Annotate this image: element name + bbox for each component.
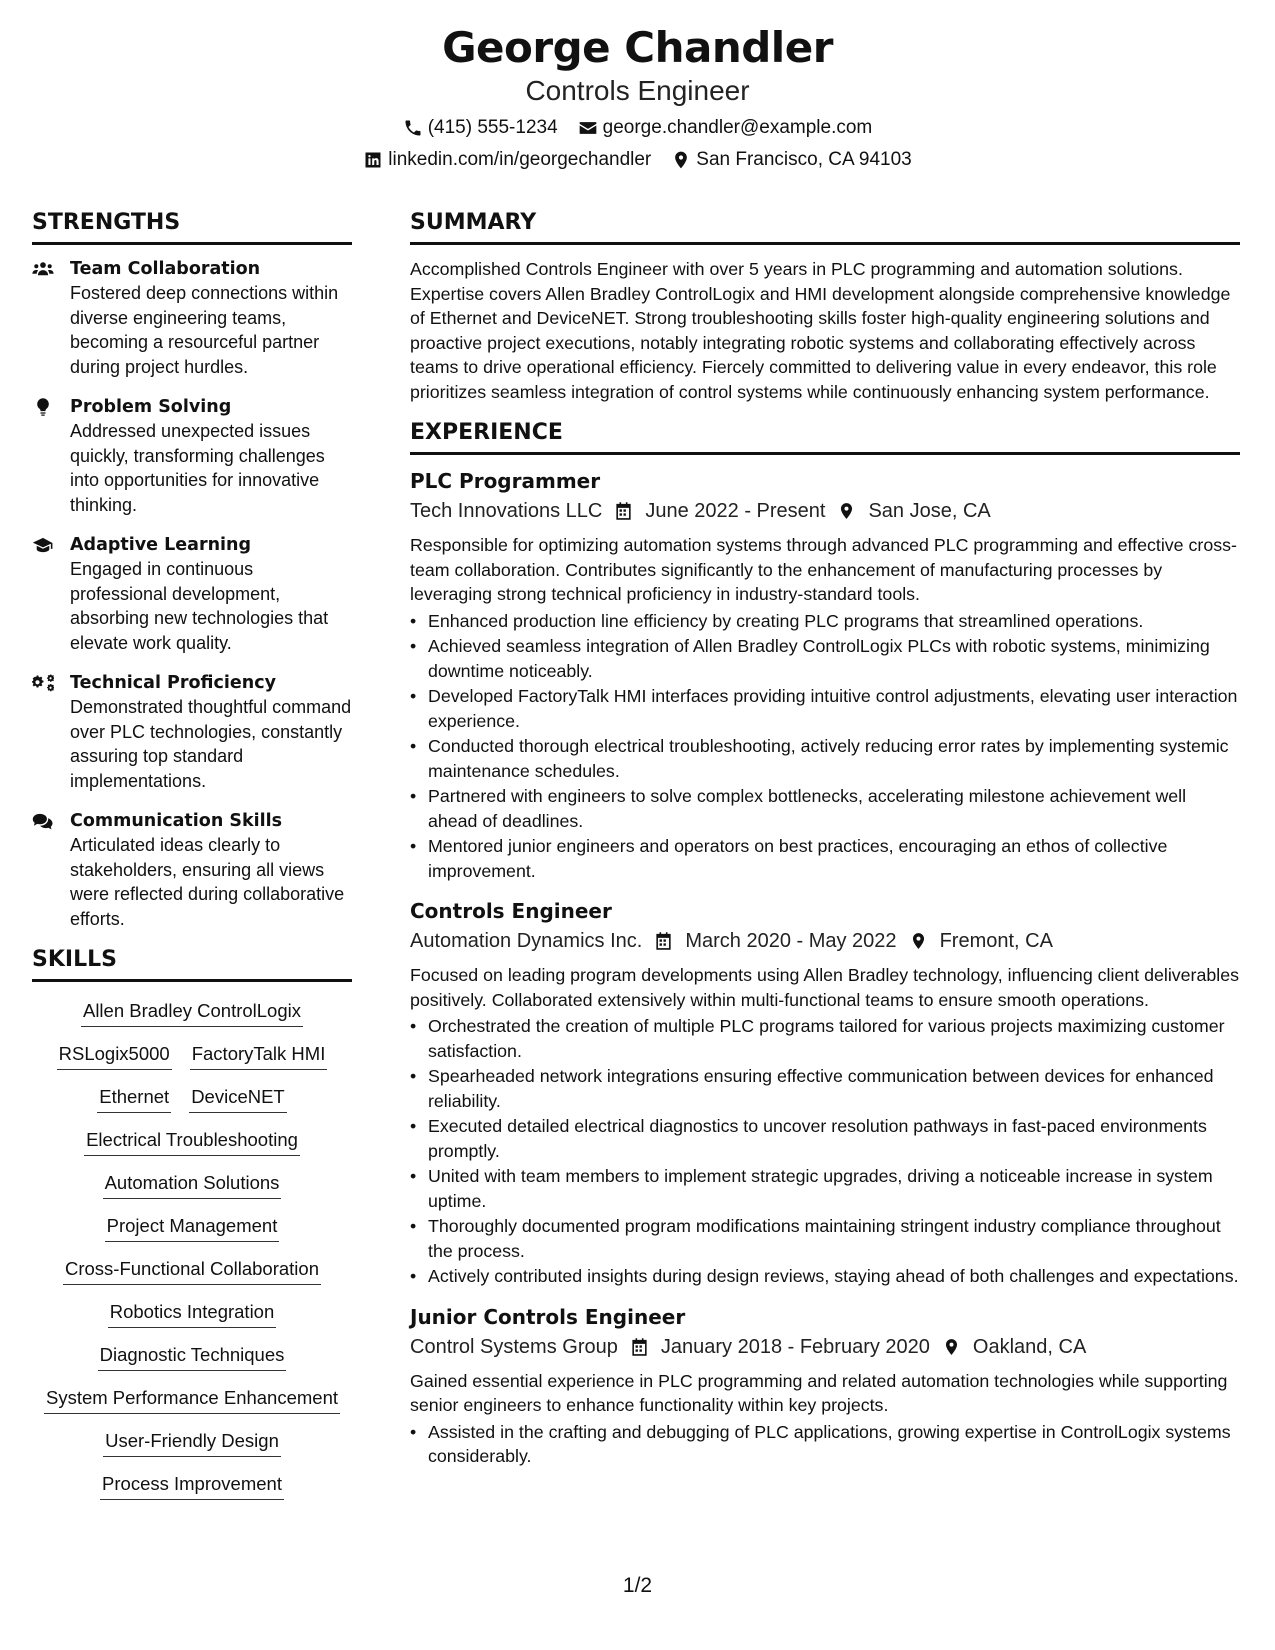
job-location: Fremont, CA — [939, 930, 1053, 952]
skill-tag: Ethernet — [97, 1084, 171, 1113]
page-number: 1/2 — [622, 1574, 653, 1597]
lightbulb-icon — [32, 397, 54, 417]
skill-tag: Allen Bradley ControlLogix — [81, 998, 303, 1027]
job-dates: March 2020 - May 2022 — [685, 930, 897, 952]
candidate-role: Controls Engineer — [525, 75, 750, 106]
strength-item — [32, 533, 352, 655]
job-meta — [410, 497, 1240, 525]
location-text: San Francisco, CA 94103 — [696, 149, 912, 170]
job-description: Gained essential experience in PLC programming and related automation technologies while supporting senior engineers to enhance functionality within key projects. — [410, 1370, 1228, 1415]
strength-text: Addressed unexpected issues quickly, transforming challenges into opportunities for innovative thinking. — [70, 421, 325, 515]
resume-header — [0, 22, 1275, 172]
job-bullets — [410, 1014, 1240, 1289]
job-title: Junior Controls Engineer — [410, 1304, 686, 1329]
contact-linkedin[interactable] — [363, 148, 651, 172]
job-dates: June 2022 - Present — [645, 500, 826, 522]
job-location: San Jose, CA — [868, 500, 991, 522]
job-entry — [410, 467, 1240, 883]
strength-item — [32, 809, 352, 931]
calendar-icon — [630, 1337, 649, 1357]
envelope-icon — [578, 118, 598, 138]
strength-text: Articulated ideas clearly to stakeholders, ensuring all views were reflected during collaborative efforts. — [70, 835, 345, 929]
skill-tag: Automation Solutions — [103, 1170, 282, 1199]
strength-text: Demonstrated thoughtful command over PLC technologies, constantly assuring top standard implementations. — [70, 697, 352, 791]
skill-tag: Process Improvement — [100, 1471, 284, 1500]
job-bullets — [410, 1420, 1240, 1469]
summary-heading: SUMMARY — [410, 210, 1240, 245]
linkedin-text: linkedin.com/in/georgechandler — [388, 149, 652, 170]
strength-title: Technical Proficiency — [70, 673, 276, 693]
strength-item — [32, 671, 352, 793]
job-description: Responsible for optimizing automation systems through advanced PLC programming and effective cross-team collaboration. Contributes significantly to the enhancement of manufacturing processes by leveraging strong technical proficiency in industry-standard tools. — [410, 535, 1237, 604]
job-company: Automation Dynamics Inc. — [410, 930, 643, 952]
job-dates: January 2018 - February 2020 — [660, 1335, 930, 1358]
map-marker-icon — [837, 501, 856, 521]
skill-tag: FactoryTalk HMI — [190, 1041, 328, 1070]
bullet-item: • Developed FactoryTalk HMI interfaces providing intuitive control adjustments, elevating user interaction experience. — [410, 684, 1240, 733]
contact-row-1 — [0, 116, 1275, 140]
contact-phone[interactable] — [403, 116, 558, 140]
comments-icon — [32, 811, 54, 831]
gears-icon — [32, 673, 54, 693]
phone-icon — [403, 118, 423, 138]
bullet-item: • United with team members to implement strategic upgrades, driving a noticeable increase in system uptime. — [410, 1164, 1240, 1213]
skills-list — [32, 994, 352, 1500]
bullet-item: • Partnered with engineers to solve complex bottlenecks, accelerating milestone achievement well ahead of deadlines. — [410, 784, 1240, 833]
graduation-cap-icon — [32, 535, 54, 555]
skill-tag: Project Management — [105, 1213, 280, 1242]
map-marker-icon — [909, 931, 928, 951]
skill-tag: Diagnostic Techniques — [98, 1342, 287, 1371]
job-meta — [410, 927, 1240, 955]
job-description: Focused on leading program developments using Allen Bradley technology, influencing client deliverables positively. Collaborated extensively within multi-functional teams to ensure smooth operations. — [410, 965, 1239, 1010]
bullet-item: • Orchestrated the creation of multiple PLC programs tailored for various projects maximizing customer satisfaction. — [410, 1014, 1240, 1063]
skill-tag: DeviceNET — [189, 1084, 287, 1113]
contact-location — [671, 148, 911, 172]
skill-tag: Electrical Troubleshooting — [84, 1127, 300, 1156]
left-column — [32, 210, 352, 1500]
strength-item — [32, 257, 352, 379]
calendar-icon — [654, 931, 673, 951]
job-entry — [410, 897, 1240, 1289]
contact-email[interactable] — [578, 116, 873, 140]
linkedin-icon — [363, 150, 383, 170]
bullet-item: • Achieved seamless integration of Allen Bradley ControlLogix PLCs with robotic systems, minimizing downtime noticeably. — [410, 634, 1240, 683]
strength-title: Adaptive Learning — [70, 535, 252, 555]
strength-text: Engaged in continuous professional development, absorbing new technologies that elevate work quality. — [70, 559, 329, 653]
email-text: george.chandler@example.com — [602, 117, 873, 138]
strengths-heading: STRENGTHS — [32, 210, 352, 245]
strength-title: Problem Solving — [70, 397, 232, 417]
right-column — [410, 210, 1240, 1483]
skill-tag: RSLogix5000 — [57, 1041, 172, 1070]
calendar-icon — [614, 501, 633, 521]
strength-item — [32, 395, 352, 517]
skill-tag: User-Friendly Design — [103, 1428, 281, 1457]
bullet-item: • Conducted thorough electrical troubleshooting, actively reducing error rates by implementing systemic maintenance schedules. — [410, 734, 1240, 783]
strength-title: Communication Skills — [70, 811, 283, 831]
bullet-item: • Executed detailed electrical diagnostics to uncover resolution pathways in fast-paced environments promptly. — [410, 1114, 1240, 1163]
map-marker-icon — [942, 1337, 961, 1357]
candidate-name: George Chandler — [442, 23, 833, 72]
strength-title: Team Collaboration — [70, 259, 261, 279]
job-company: Control Systems Group — [410, 1335, 618, 1358]
contact-row-2 — [0, 148, 1275, 172]
bullet-item: • Thoroughly documented program modifications maintaining stringent industry compliance throughout the process. — [410, 1214, 1240, 1263]
skill-tag: Robotics Integration — [108, 1299, 277, 1328]
summary-text: Accomplished Controls Engineer with over 5 years in PLC programming and automation solutions. Expertise covers Allen Bradley ControlLogix and HMI development alongside comprehensive knowledge of Ethernet and DeviceNET. Strong troubleshooting skills foster high-quality engineering solutions and proactive project executions, notably integrating robotic systems and collaborating effectively across teams to drive operational efficiency. Fiercely committed to delivering value in every endeavor, this role prioritizes seamless integration of control systems while continuously enhancing system performance. — [410, 259, 1231, 402]
bullet-item: • Spearheaded network integrations ensuring effective communication between devices for enhanced reliability. — [410, 1064, 1240, 1113]
job-meta — [410, 1333, 1240, 1361]
job-location: Oakland, CA — [972, 1335, 1087, 1358]
strength-text: Fostered deep connections within diverse engineering teams, becoming a resourceful partner during project hurdles. — [70, 283, 339, 377]
skill-tag: System Performance Enhancement — [44, 1385, 340, 1414]
bullet-item: • Enhanced production line efficiency by creating PLC programs that streamlined operations. — [410, 609, 1240, 634]
skill-tag: Cross-Functional Collaboration — [63, 1256, 321, 1285]
experience-heading: EXPERIENCE — [410, 420, 1240, 455]
job-entry — [410, 1303, 1240, 1469]
skills-heading: SKILLS — [32, 947, 352, 982]
map-marker-icon — [671, 150, 691, 170]
job-title: Controls Engineer — [410, 899, 612, 923]
users-icon — [32, 259, 54, 279]
job-company: Tech Innovations LLC — [410, 500, 603, 522]
job-bullets — [410, 609, 1240, 884]
job-title: PLC Programmer — [410, 469, 601, 493]
phone-text: (415) 555-1234 — [427, 117, 558, 138]
bullet-item: • Assisted in the crafting and debugging of PLC applications, growing expertise in ControlLogix systems considerably. — [410, 1420, 1240, 1469]
bullet-item: • Actively contributed insights during design reviews, staying ahead of both challenges and expectations. — [410, 1264, 1240, 1289]
bullet-item: • Mentored junior engineers and operators on best practices, encouraging an ethos of collective improvement. — [410, 834, 1240, 883]
